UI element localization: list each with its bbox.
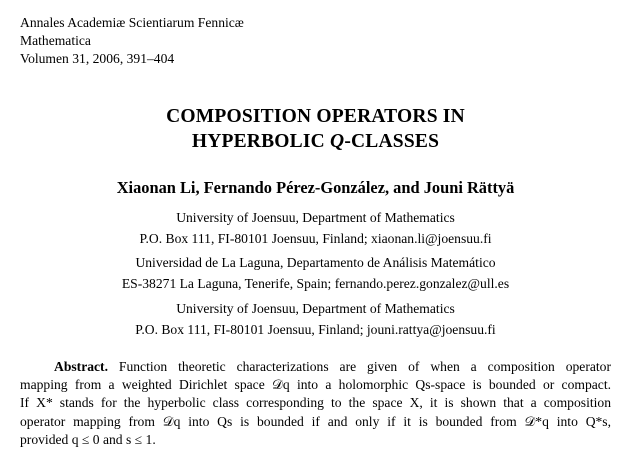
affiliation-2 [0, 252, 631, 294]
title-line-2-q: Q [330, 131, 345, 152]
affiliation-institution: Universidad de La Laguna, Departamento de Análisis Matemático [135, 255, 496, 270]
author-list: Xiaonan Li, Fernando Pérez-González, and Jouni Rättyä [116, 178, 515, 197]
affiliation-address: P.O. Box 111, FI-80101 Joensuu, Finland; jouni.rattya@joensuu.fi [135, 322, 496, 337]
abstract-heading: Abstract. [54, 359, 108, 374]
affiliation-institution: University of Joensuu, Department of Mathematics [176, 301, 455, 316]
affiliation-address: P.O. Box 111, FI-80101 Joensuu, Finland; xiaonan.li@joensuu.fi [139, 231, 492, 246]
journal-name: Annales Academiæ Scientiarum Fennicæ [20, 15, 244, 30]
paper-title [0, 104, 631, 154]
abstract [20, 358, 611, 449]
journal-header [20, 14, 244, 68]
abstract-line: mapping from a weighted Dirichlet space 𝒟q into a holomorphic Qs-space is bounded or compact. [20, 377, 611, 393]
journal-volume: Volumen 31, 2006, 391–404 [20, 51, 175, 66]
title-line-2-prefix: HYPERBOLIC [191, 131, 331, 152]
title-line-2-suffix: -CLASSES [344, 131, 440, 152]
affiliation-3 [0, 298, 631, 340]
abstract-line: If X* stands for the hyperbolic class corresponding to the space X, it is shown that a composition [20, 395, 611, 411]
abstract-line [20, 358, 611, 376]
abstract-line: provided q ≤ 0 and s ≤ 1. [20, 431, 156, 447]
title-line-2 [0, 129, 631, 154]
affiliation-address: ES-38271 La Laguna, Tenerife, Spain; fernando.perez.gonzalez@ull.es [121, 276, 510, 291]
journal-series: Mathematica [20, 33, 91, 48]
affiliation-institution: University of Joensuu, Department of Mathematics [176, 210, 455, 225]
title-line-1: COMPOSITION OPERATORS IN [166, 106, 465, 127]
abstract-line: operator mapping from 𝒟q into Qs is bounded if and only if it is bounded from 𝒟*q into Q*s, [20, 413, 611, 429]
abstract-text: Function theoretic characterizations are given of when a composition operator [118, 359, 611, 374]
affiliation-1 [0, 207, 631, 249]
